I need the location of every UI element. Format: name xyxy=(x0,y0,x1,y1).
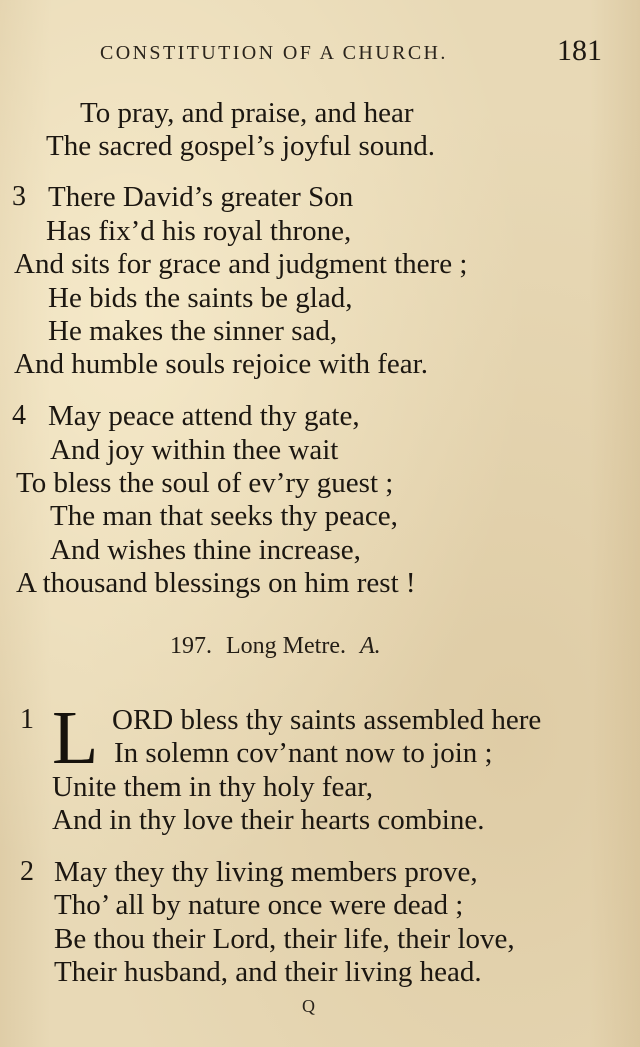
verse-line: To pray, and praise, and hear xyxy=(80,97,414,129)
verse-line: To bless the soul of ev’ry guest ; xyxy=(16,467,394,499)
hymn-tune: A. xyxy=(359,633,381,659)
verse-line: Tho’ all by nature once were dead ; xyxy=(54,889,464,921)
verse-line: ORD bless thy saints assembled here xyxy=(112,704,542,736)
running-head: CONSTITUTION OF A CHURCH. xyxy=(100,42,448,64)
verse-line: May peace attend thy gate, xyxy=(48,400,360,432)
verse-line: The man that seeks thy peace, xyxy=(50,500,398,532)
verse-line: And in thy love their hearts combine. xyxy=(52,804,485,836)
verse-line: In solemn cov’nant now to join ; xyxy=(114,737,493,769)
verse-line: Has fix’d his royal throne, xyxy=(46,215,352,247)
drop-cap: L xyxy=(52,696,99,780)
verse-number: 1 xyxy=(20,704,34,735)
verse-number: 3 xyxy=(12,181,26,212)
verse-line: And wishes thine increase, xyxy=(50,534,361,566)
hymn-metre: Long Metre. xyxy=(226,633,346,659)
verse-line: And joy within thee wait xyxy=(50,434,339,466)
page-number: 181 xyxy=(557,34,602,67)
verse-line: And humble souls rejoice with fear. xyxy=(14,348,428,380)
verse-line: And sits for grace and judgment there ; xyxy=(14,248,468,280)
verse-line: He makes the sinner sad, xyxy=(48,315,338,347)
signature-mark: Q xyxy=(302,996,315,1016)
verse-line: The sacred gospel’s joyful sound. xyxy=(46,130,436,162)
verse-line: There David’s greater Son xyxy=(48,181,354,213)
verse-line: May they thy living members prove, xyxy=(54,856,478,888)
verse-line: Unite them in thy holy fear, xyxy=(52,771,373,803)
hymn-number: 197. xyxy=(170,633,212,659)
page-header xyxy=(100,34,610,70)
verse-line: Be thou their Lord, their life, their love, xyxy=(54,923,515,955)
verse-number: 4 xyxy=(12,400,26,431)
hymn-heading xyxy=(170,633,381,660)
verse-line: A thousand blessings on him rest ! xyxy=(16,567,416,599)
verse-line: Their husband, and their living head. xyxy=(54,956,482,988)
verse-line: He bids the saints be glad, xyxy=(48,282,353,314)
verse-number: 2 xyxy=(20,856,34,887)
